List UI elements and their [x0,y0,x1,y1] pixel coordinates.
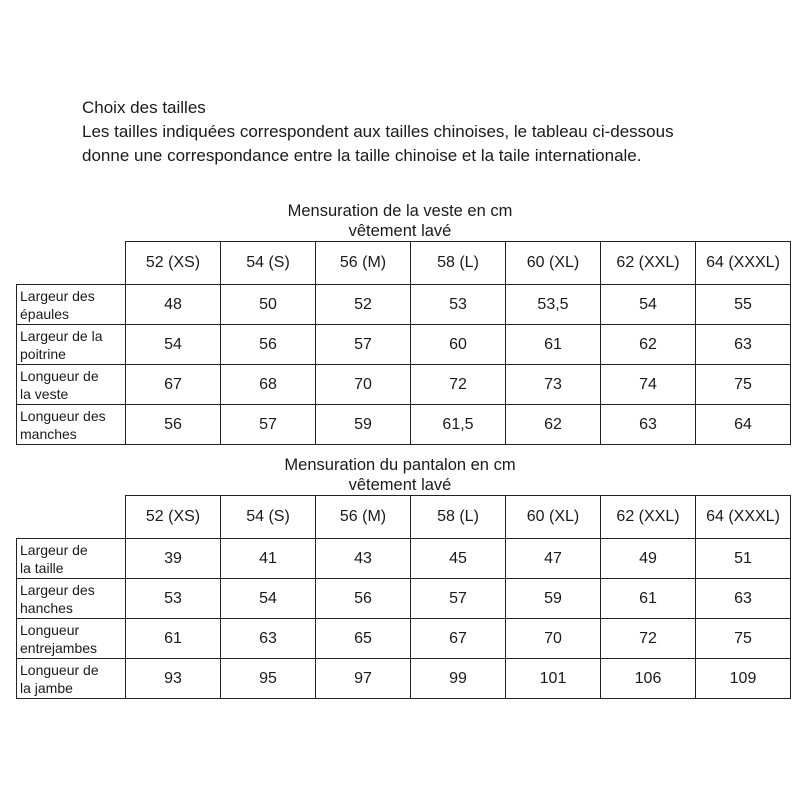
measurement-cell: 101 [506,659,601,699]
measurement-cell: 63 [696,579,791,619]
row-label-line: la taille [20,559,64,576]
measurement-cell: 63 [221,619,316,659]
measurement-cell: 61 [601,579,696,619]
row-label [17,405,126,445]
size-header: 58 (L) [411,496,506,539]
measurement-cell: 50 [221,285,316,325]
size-header: 62 (XXL) [601,496,696,539]
jacket-caption [0,201,800,241]
size-header: 60 (XL) [506,496,601,539]
row-label-line: Longueur de [20,367,99,384]
row-label-line: entrejambes [20,639,98,656]
row-label-line: la jambe [20,679,73,696]
row-label-line: Longueur [20,621,80,638]
row-label-line: hanches [20,599,73,616]
measurement-cell: 63 [696,325,791,365]
jacket-caption-title: Mensuration de la veste en cm [287,202,513,220]
measurement-cell: 57 [316,325,411,365]
row-label-line: Largeur des [20,581,95,598]
corner-cell [17,496,126,539]
size-header: 54 (S) [221,242,316,285]
measurement-cell: 54 [221,579,316,619]
table-row [17,659,791,699]
measurement-cell: 51 [696,539,791,579]
size-header: 56 (M) [316,496,411,539]
measurement-cell: 74 [601,365,696,405]
measurement-cell: 49 [601,539,696,579]
measurement-cell: 99 [411,659,506,699]
row-label [17,285,126,325]
measurement-cell: 72 [601,619,696,659]
row-label [17,659,126,699]
measurement-cell: 67 [411,619,506,659]
measurement-cell: 72 [411,365,506,405]
row-label-line: manches [20,425,77,442]
corner-cell [17,242,126,285]
measurement-cell: 53 [411,285,506,325]
table-row [17,365,791,405]
table-row [17,539,791,579]
jacket-size-table [16,241,791,445]
table-row [17,405,791,445]
row-label-line: épaules [20,305,70,322]
measurement-cell: 95 [221,659,316,699]
row-label [17,579,126,619]
size-header: 52 (XS) [126,496,221,539]
measurement-cell: 56 [316,579,411,619]
size-header: 60 (XL) [506,242,601,285]
row-label [17,619,126,659]
measurement-cell: 93 [126,659,221,699]
measurement-cell: 68 [221,365,316,405]
measurement-cell: 53,5 [506,285,601,325]
measurement-cell: 59 [316,405,411,445]
intro-line-1: Les tailles indiquées correspondent aux tailles chinoises, le tableau ci-dessous [82,122,674,141]
measurement-cell: 47 [506,539,601,579]
measurement-cell: 57 [221,405,316,445]
table-row [17,579,791,619]
jacket-caption-subtitle: vêtement lavé [348,222,452,240]
measurement-cell: 62 [506,405,601,445]
row-label [17,325,126,365]
pants-caption [0,455,800,495]
row-label-line: poitrine [20,345,66,362]
intro-title: Choix des tailles [82,98,206,117]
row-label-line: la veste [20,385,69,402]
measurement-cell: 67 [126,365,221,405]
measurement-cell: 97 [316,659,411,699]
measurement-cell: 61 [506,325,601,365]
measurement-cell: 56 [221,325,316,365]
measurement-cell: 73 [506,365,601,405]
pants-size-table [16,495,791,699]
measurement-cell: 48 [126,285,221,325]
intro-line-2: donne une correspondance entre la taille chinoise et la taile internationale. [82,146,642,165]
measurement-cell: 60 [411,325,506,365]
measurement-cell: 43 [316,539,411,579]
pants-caption-title: Mensuration du pantalon en cm [284,456,516,474]
row-label [17,365,126,405]
row-label-line: Largeur de la [20,327,103,344]
measurement-cell: 53 [126,579,221,619]
measurement-cell: 52 [316,285,411,325]
size-header: 58 (L) [411,242,506,285]
measurement-cell: 54 [601,285,696,325]
measurement-cell: 54 [126,325,221,365]
size-header: 54 (S) [221,496,316,539]
row-label-line: Longueur de [20,661,99,678]
measurement-cell: 61,5 [411,405,506,445]
row-label-line: Largeur de [20,541,88,558]
size-header: 64 (XXXL) [696,242,791,285]
measurement-cell: 70 [506,619,601,659]
table-row [17,619,791,659]
table-row [17,285,791,325]
row-label [17,539,126,579]
measurement-cell: 63 [601,405,696,445]
measurement-cell: 59 [506,579,601,619]
measurement-cell: 55 [696,285,791,325]
measurement-cell: 64 [696,405,791,445]
measurement-cell: 45 [411,539,506,579]
size-header: 64 (XXXL) [696,496,791,539]
table-row [17,325,791,365]
measurement-cell: 65 [316,619,411,659]
measurement-cell: 70 [316,365,411,405]
measurement-cell: 109 [696,659,791,699]
size-header: 56 (M) [316,242,411,285]
size-header: 52 (XS) [126,242,221,285]
size-header: 62 (XXL) [601,242,696,285]
pants-caption-subtitle: vêtement lavé [348,476,452,494]
measurement-cell: 39 [126,539,221,579]
measurement-cell: 57 [411,579,506,619]
measurement-cell: 75 [696,619,791,659]
measurement-cell: 75 [696,365,791,405]
measurement-cell: 106 [601,659,696,699]
intro-text [82,96,782,168]
measurement-cell: 41 [221,539,316,579]
measurement-cell: 62 [601,325,696,365]
measurement-cell: 61 [126,619,221,659]
measurement-cell: 56 [126,405,221,445]
row-label-line: Largeur des [20,287,95,304]
row-label-line: Longueur des [20,407,106,424]
